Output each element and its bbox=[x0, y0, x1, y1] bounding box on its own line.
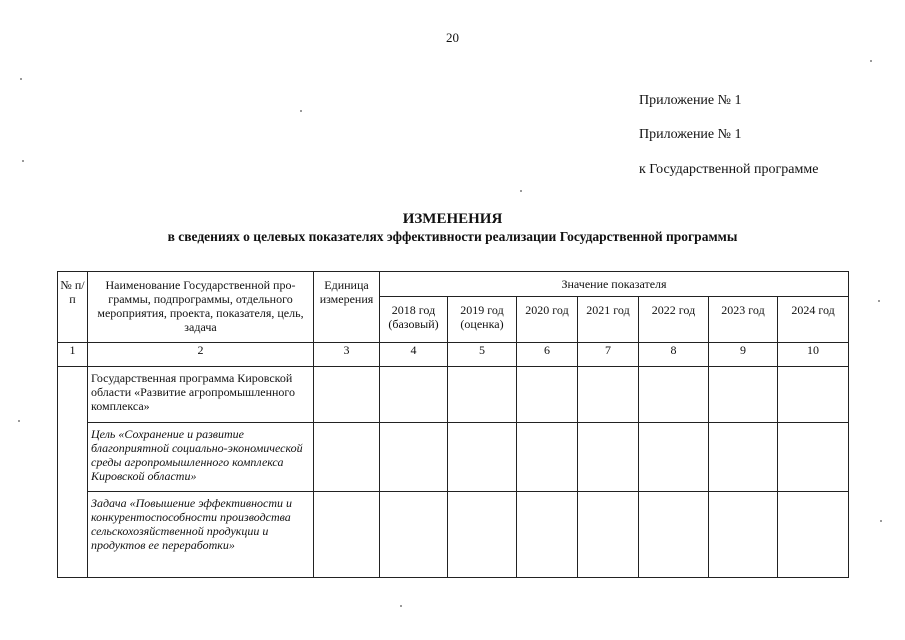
document-subtitle: в сведениях о целевых показателях эффективности реализации Государственной программы bbox=[167, 229, 738, 244]
task-name-cell: Задача «Повышение эффективности и конкурентоспособности производства сельскохозяйственной продукции и продуктов ее переработки» bbox=[88, 492, 314, 578]
program-name-cell: Государственная программа Кировской области «Развитие агропромышленного комплекса» bbox=[88, 367, 314, 423]
value-cell bbox=[778, 492, 849, 578]
goal-name-cell: Цель «Сохранение и развитие благоприятной социально-экономической среды агропромышленного комплекса Кировской области» bbox=[88, 423, 314, 492]
header-name: Наименование Государственной про-граммы, подпрограммы, отдельного мероприятия, проекта, показателя, цель, задача bbox=[88, 272, 314, 343]
header-value-group: Значение показателя bbox=[380, 272, 849, 297]
header-year-2023: 2023 год bbox=[709, 297, 778, 343]
row-num-cell bbox=[58, 367, 88, 578]
header-year-2019: 2019 год (оценка) bbox=[448, 297, 517, 343]
column-number: 5 bbox=[448, 343, 517, 367]
value-cell bbox=[709, 367, 778, 423]
header-year-2022: 2022 год bbox=[639, 297, 709, 343]
column-number: 2 bbox=[88, 343, 314, 367]
value-cell bbox=[578, 367, 639, 423]
scan-speck bbox=[880, 520, 882, 522]
header-year-2020: 2020 год bbox=[517, 297, 578, 343]
header-year-2024: 2024 год bbox=[778, 297, 849, 343]
header-row-1 bbox=[58, 272, 849, 297]
unit-cell bbox=[314, 492, 380, 578]
column-number: 1 bbox=[58, 343, 88, 367]
header-unit: Единица измерения bbox=[314, 272, 380, 343]
scan-speck bbox=[870, 60, 872, 62]
scan-speck bbox=[878, 300, 880, 302]
table-row-task bbox=[58, 492, 849, 578]
scan-speck bbox=[400, 605, 402, 607]
column-number: 10 bbox=[778, 343, 849, 367]
column-number: 4 bbox=[380, 343, 448, 367]
column-number: 9 bbox=[709, 343, 778, 367]
value-cell bbox=[639, 492, 709, 578]
column-number: 7 bbox=[578, 343, 639, 367]
value-cell bbox=[778, 423, 849, 492]
column-number: 3 bbox=[314, 343, 380, 367]
value-cell bbox=[517, 423, 578, 492]
value-cell bbox=[639, 367, 709, 423]
column-number: 8 bbox=[639, 343, 709, 367]
header-year-2021: 2021 год bbox=[578, 297, 639, 343]
value-cell bbox=[448, 367, 517, 423]
column-number-row bbox=[58, 343, 849, 367]
value-cell bbox=[709, 492, 778, 578]
table-row-program bbox=[58, 367, 849, 423]
column-number: 6 bbox=[517, 343, 578, 367]
header-num: № п/п bbox=[58, 272, 88, 343]
value-cell bbox=[380, 492, 448, 578]
appendix-line-3: к Государственной программе bbox=[639, 162, 819, 177]
value-cell bbox=[448, 423, 517, 492]
appendix-line-2: Приложение № 1 bbox=[639, 127, 742, 142]
appendix-line-1: Приложение № 1 bbox=[639, 93, 742, 108]
unit-cell bbox=[314, 367, 380, 423]
value-cell bbox=[517, 492, 578, 578]
value-cell bbox=[380, 423, 448, 492]
value-cell bbox=[380, 367, 448, 423]
value-cell bbox=[517, 367, 578, 423]
page-number: 20 bbox=[446, 30, 459, 45]
header-year-2018: 2018 год (базовый) bbox=[380, 297, 448, 343]
scan-speck bbox=[300, 110, 302, 112]
unit-cell bbox=[314, 423, 380, 492]
value-cell bbox=[578, 492, 639, 578]
scan-speck bbox=[520, 190, 522, 192]
scan-speck bbox=[18, 420, 20, 422]
value-cell bbox=[578, 423, 639, 492]
document-title: ИЗМЕНЕНИЯ bbox=[402, 211, 503, 227]
table-row-goal bbox=[58, 423, 849, 492]
value-cell bbox=[448, 492, 517, 578]
value-cell bbox=[639, 423, 709, 492]
indicators-table bbox=[57, 271, 849, 578]
value-cell bbox=[709, 423, 778, 492]
scan-speck bbox=[20, 78, 22, 80]
scan-speck bbox=[22, 160, 24, 162]
value-cell bbox=[778, 367, 849, 423]
